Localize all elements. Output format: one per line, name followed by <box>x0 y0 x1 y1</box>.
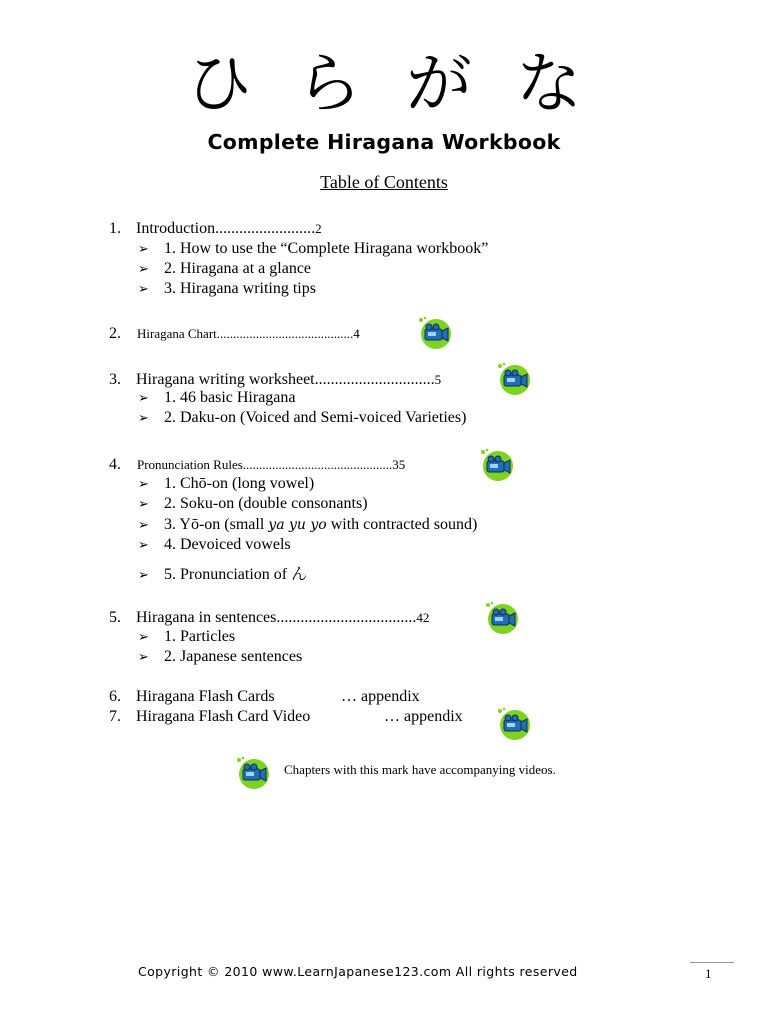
arrow-bullet-icon: ➢ <box>138 518 149 533</box>
toc-number-4: 4. <box>109 456 121 473</box>
arrow-bullet-icon: ➢ <box>138 568 149 583</box>
toc-subitem: ➢ 2. Soku-on (double consonants) <box>138 494 368 515</box>
toc-title: Hiragana writing worksheet <box>136 371 315 388</box>
toc-number-7: 7. <box>109 708 121 725</box>
arrow-bullet-icon: ➢ <box>138 282 149 297</box>
toc-page: 5 <box>434 372 442 387</box>
toc-dots: ................................... <box>276 609 417 626</box>
toc-entry-hiragana-sentences[interactable] <box>136 608 429 628</box>
footer-divider <box>690 962 734 963</box>
toc-subitem: ➢ 1. 46 basic Hiragana <box>138 388 296 409</box>
toc-page: 42 <box>416 610 430 625</box>
toc-entry-flash-card-video[interactable]: Hiragana Flash Card Video <box>136 708 311 725</box>
arrow-bullet-icon: ➢ <box>138 262 149 277</box>
toc-number-3: 3. <box>109 371 121 388</box>
toc-entry-writing-worksheet[interactable] <box>136 370 441 390</box>
toc-subitem: ➢ 2. Japanese sentences <box>138 647 302 668</box>
toc-subitem: ➢ 3. Hiragana writing tips <box>138 279 316 300</box>
toc-subitem: ➢ 1. How to use the “Complete Hiragana workbook” <box>138 239 488 260</box>
arrow-bullet-icon: ➢ <box>138 477 149 492</box>
toc-page: 35 <box>392 457 406 472</box>
page-title: Complete Hiragana Workbook <box>207 130 561 154</box>
toc-page: 4 <box>353 326 360 341</box>
arrow-bullet-icon: ➢ <box>138 538 149 553</box>
toc-entry-introduction[interactable] <box>136 219 322 239</box>
toc-entry-flash-cards[interactable]: Hiragana Flash Cards <box>136 688 275 705</box>
video-camera-icon[interactable] <box>480 448 514 482</box>
arrow-bullet-icon: ➢ <box>138 242 149 257</box>
video-camera-icon[interactable] <box>418 316 452 350</box>
video-camera-icon[interactable] <box>485 601 519 635</box>
arrow-bullet-icon: ➢ <box>138 650 149 665</box>
toc-dots: .......................................... <box>216 326 354 341</box>
toc-subitem: ➢ 2. Daku-on (Voiced and Semi-voiced Varieties) <box>138 408 466 429</box>
toc-entry-hiragana-chart[interactable] <box>137 324 360 344</box>
toc-subitem: ➢ 3. Yō-on (small ya yu yo with contracted sound) <box>138 515 477 536</box>
toc-suffix: … appendix <box>384 708 463 725</box>
page-number: 1 <box>705 966 712 981</box>
toc-suffix: … appendix <box>341 688 420 705</box>
toc-page: 2 <box>315 221 322 236</box>
toc-title: Hiragana Chart <box>137 326 217 341</box>
footer-copyright: Copyright © 2010 www.LearnJapanese123.com All rights reserved <box>138 964 578 979</box>
toc-subitem: ➢ 1. Particles <box>138 627 235 648</box>
video-camera-icon <box>236 756 270 790</box>
toc-heading: Table of Contents <box>320 172 448 192</box>
toc-number-6: 6. <box>109 688 121 705</box>
video-camera-icon[interactable] <box>497 362 531 396</box>
toc-subitem: ➢ 2. Hiragana at a glance <box>138 259 311 280</box>
toc-subitem: ➢ 5. Pronunciation of ん <box>138 564 307 586</box>
hiragana-title: ひらがな <box>186 45 626 122</box>
toc-title: Pronunciation Rules <box>137 457 243 472</box>
arrow-bullet-icon: ➢ <box>138 391 149 406</box>
toc-subitem: ➢ 1. Chō-on (long vowel) <box>138 474 314 495</box>
toc-number-5: 5. <box>109 609 121 626</box>
arrow-bullet-icon: ➢ <box>138 630 149 645</box>
toc-title: Introduction <box>136 220 216 237</box>
toc-number-2: 2. <box>109 325 121 342</box>
video-camera-icon[interactable] <box>497 707 531 741</box>
toc-title: Hiragana in sentences <box>136 609 277 626</box>
toc-subitem: ➢ 4. Devoiced vowels <box>138 535 291 556</box>
toc-dots: ......................... <box>215 220 316 237</box>
arrow-bullet-icon: ➢ <box>138 497 149 512</box>
toc-dots: .............................. <box>314 371 435 388</box>
toc-dots: .............................................. <box>242 457 393 472</box>
video-legend: Chapters with this mark have accompanying videos. <box>284 762 556 777</box>
arrow-bullet-icon: ➢ <box>138 411 149 426</box>
toc-number-1: 1. <box>109 220 121 237</box>
toc-entry-pronunciation-rules[interactable] <box>137 455 405 475</box>
